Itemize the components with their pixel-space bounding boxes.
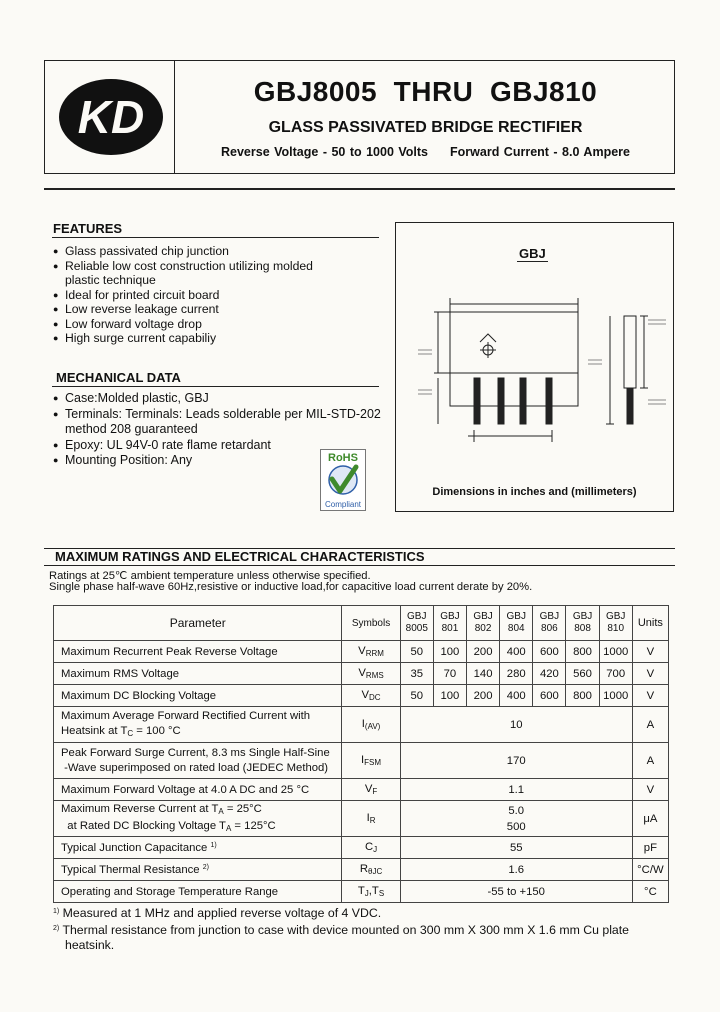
- header-units: Units: [632, 606, 668, 641]
- header-model: GBJ 806: [533, 606, 566, 641]
- header-parameter: Parameter: [54, 606, 342, 641]
- ratings-table: [53, 605, 669, 903]
- list-item: ● Ideal for printed circuit board: [53, 288, 383, 303]
- list-item: ● Reliable low cost construction utilizing molded plastic technique: [53, 259, 383, 288]
- ratings-note-1: Ratings at 25℃ ambient temperature unless otherwise specified.: [49, 570, 371, 582]
- list-item: ● Mounting Position: Any: [53, 453, 393, 469]
- header-symbols: Symbols: [342, 606, 400, 641]
- features-list: [53, 244, 383, 346]
- svg-text:RoHS: RoHS: [328, 452, 358, 464]
- features-heading: FEATURES: [53, 221, 123, 236]
- logo-text: KD: [77, 91, 145, 143]
- ratings-heading: MAXIMUM RATINGS AND ELECTRICAL CHARACTERISTICS: [55, 549, 425, 564]
- header-rule: [44, 188, 675, 190]
- table-row: Operating and Storage Temperature Range $T_J,T_S$ -55 to +150 °C: [54, 881, 669, 903]
- product-name: GLASS PASSIVATED BRIDGE RECTIFIER: [268, 119, 583, 136]
- footnote-1: $^{1)}$ Measured at 1 MHz and applied reverse voltage of 4 VDC.: [53, 906, 382, 920]
- forward-current-spec: Forward Current - 8.0 Ampere: [450, 145, 630, 159]
- list-item: ● Epoxy: UL 94V-0 rate flame retardant: [53, 438, 393, 454]
- reverse-voltage-spec: Reverse Voltage - 50 to 1000 Volts: [221, 145, 429, 159]
- mechanical-heading: MECHANICAL DATA: [56, 370, 181, 385]
- header-model: GBJ 810: [599, 606, 632, 641]
- table-row: Typical Junction Capacitance $^{1)}$ $C_J$ 55 pF: [54, 837, 669, 859]
- table-row: Typical Thermal Resistance $^{2)}$ $R_{\theta JC}$ 1.6 °C/W: [54, 859, 669, 881]
- list-item: ● Case:Molded plastic, GBJ: [53, 391, 393, 407]
- header-divider: [174, 60, 175, 174]
- list-item: ● Terminals: Terminals: Leads solderable per MIL-STD-202 method 208 guaranteed: [53, 407, 393, 438]
- table-row: Maximum DC Blocking Voltage $V_{DC}$ 50 100 200 400 600 800 1000 V: [54, 685, 669, 707]
- package-label: GBJ: [519, 246, 546, 261]
- table-row: Maximum Average Forward Rectified Current with Heatsink at $T_C = 100$ °C $I_{(AV)}$ 10 A: [54, 707, 669, 743]
- header-model: GBJ 808: [566, 606, 599, 641]
- part-title: GBJ8005 THRU GBJ810: [253, 76, 598, 107]
- features-rule: [52, 237, 379, 238]
- list-item: ● Glass passivated chip junction: [53, 244, 383, 259]
- ratings-rule-bottom: [44, 565, 675, 566]
- header-model: GBJ 802: [467, 606, 500, 641]
- mechanical-rule: [52, 386, 379, 387]
- header-model: GBJ 801: [433, 606, 466, 641]
- header-model: GBJ 804: [500, 606, 533, 641]
- ratings-note-2: Single phase half-wave 60Hz,resistive or inductive load,for capacitive load current derate by 20%.: [49, 581, 533, 593]
- list-item: ● High surge current capabiliy: [53, 331, 383, 346]
- table-row: Maximum Reverse Current at $T_A = 25^\circ C$ at Rated DC Blocking Voltage $T_A = 125^\circ C$ $I_R$ 5.0 500 μA: [54, 801, 669, 837]
- rohs-badge: [320, 449, 366, 511]
- table-row: Maximum Recurrent Peak Reverse Voltage $V_{RRM}$ 50 100 200 400 600 800 1000 V: [54, 641, 669, 663]
- table-row: Maximum RMS Voltage $V_{RMS}$ 35 70 140 280 420 560 700 V: [54, 663, 669, 685]
- spec-line: [176, 145, 675, 159]
- list-item: ● Low forward voltage drop: [53, 317, 383, 332]
- company-logo: [57, 75, 165, 159]
- table-row: Maximum Forward Voltage at 4.0 A DC and 25 °C $V_F$ 1.1 V: [54, 779, 669, 801]
- list-item: ● Low reverse leakage current: [53, 302, 383, 317]
- svg-text:Compliant: Compliant: [324, 500, 362, 509]
- footnote-2: $^{2)}$ Thermal resistance from junction to case with device mounted on 300 mm X 300 mm X 1.6 mm Cu plate heatsink.: [53, 923, 630, 952]
- package-outline-drawing: [398, 290, 670, 450]
- table-header-row: [54, 606, 669, 641]
- table-row: Peak Forward Surge Current, 8.3 ms Single Half-Sine -Wave superimposed on rated load (JEDEC Method) $I_{FSM}$ 170 A: [54, 743, 669, 779]
- package-caption: Dimensions in inches and (millimeters): [432, 486, 637, 498]
- header-model: GBJ 8005: [400, 606, 433, 641]
